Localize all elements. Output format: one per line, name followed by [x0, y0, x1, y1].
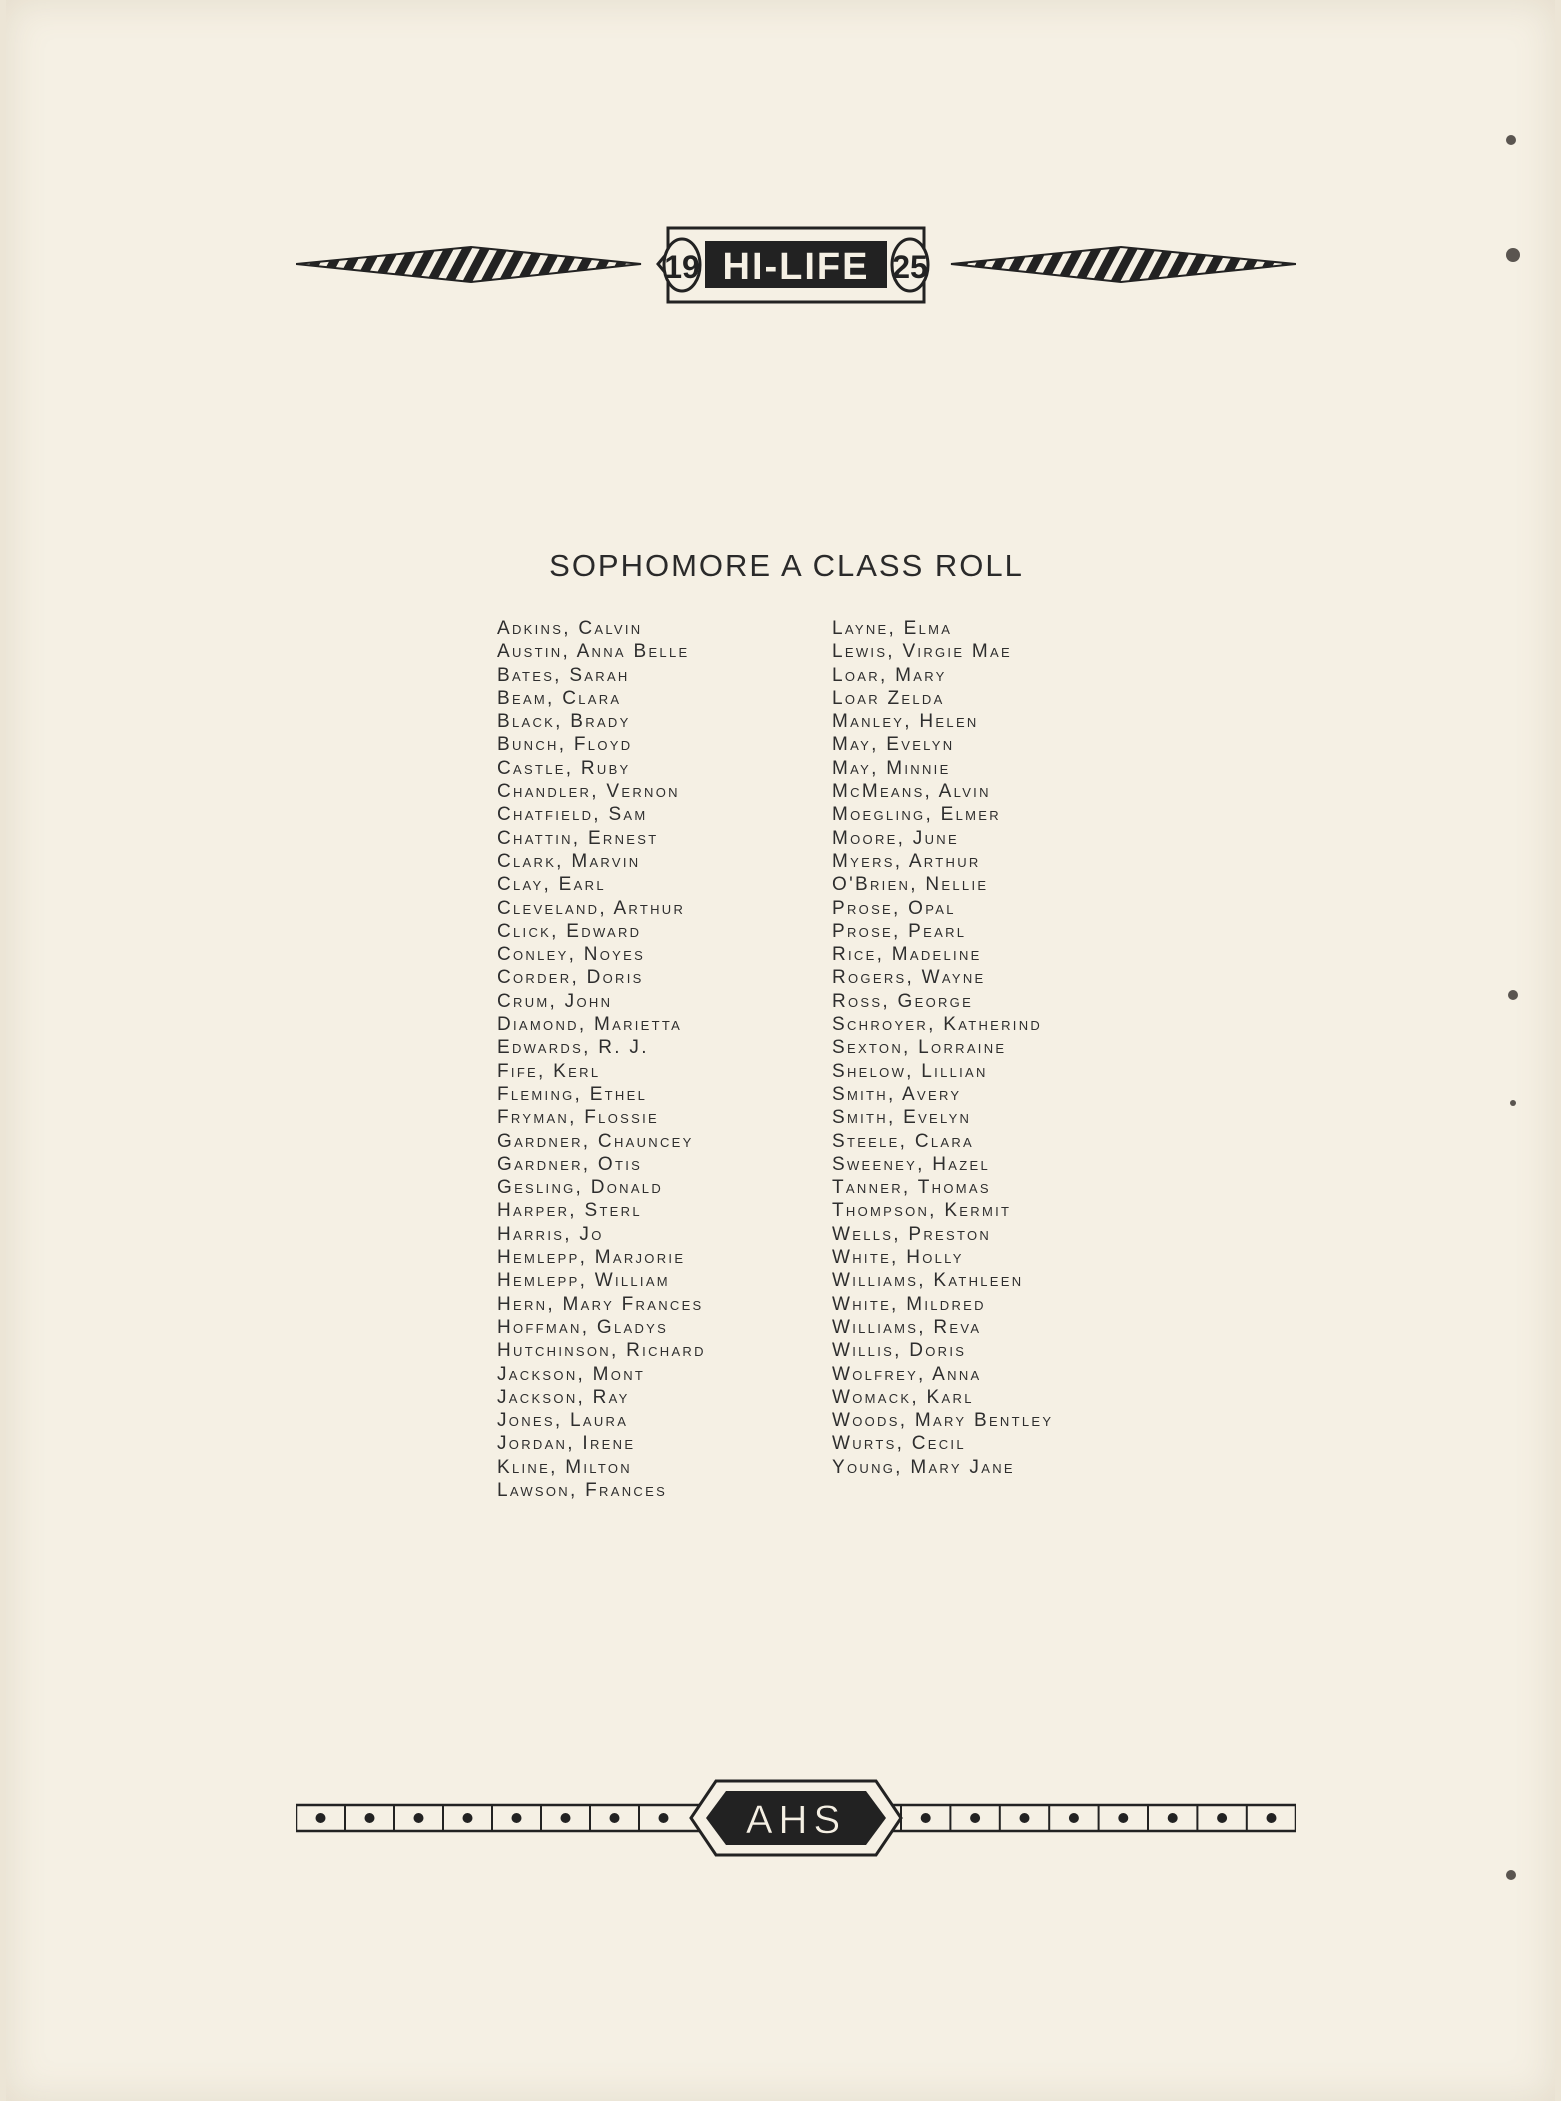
student-name: Gardner, Chauncey: [497, 1130, 694, 1152]
student-name: Shelow, Lillian: [832, 1060, 988, 1082]
svg-text:25: 25: [892, 249, 928, 285]
student-name: Wells, Preston: [832, 1223, 992, 1245]
student-name: Beam, Clara: [497, 687, 622, 709]
svg-text:HI-LIFE: HI-LIFE: [722, 246, 870, 288]
hi-life-header-ornament: [296, 222, 1296, 308]
student-name: Layne, Elma: [832, 618, 953, 639]
student-name: O'Brien, Nellie: [832, 874, 989, 896]
student-name: Hutchinson, Richard: [497, 1340, 706, 1362]
student-name: Womack, Karl: [832, 1386, 974, 1408]
class-roll-right-column: [832, 617, 1053, 1479]
student-name: Black, Brady: [497, 711, 631, 733]
svg-text:AHS: AHS: [745, 1798, 847, 1842]
binding-hole: [1506, 135, 1516, 145]
student-name: Smith, Evelyn: [832, 1107, 972, 1129]
student-name: Moore, June: [832, 827, 959, 849]
student-name: White, Mildred: [832, 1293, 986, 1315]
student-name: Hoffman, Gladys: [497, 1316, 669, 1338]
student-name: Loar, Mary: [832, 664, 947, 686]
student-name: Williams, Reva: [832, 1316, 982, 1338]
student-name: Edwards, R. J.: [497, 1037, 649, 1059]
student-name: Crum, John: [497, 990, 613, 1012]
student-name: Myers, Arthur: [832, 850, 981, 872]
student-name: Willis, Doris: [832, 1340, 967, 1362]
student-name: Rice, Madeline: [832, 944, 982, 966]
student-name: Hemlepp, Marjorie: [497, 1247, 686, 1269]
student-name: Jackson, Ray: [497, 1386, 630, 1408]
student-name: Chatfield, Sam: [497, 804, 648, 826]
ahs-footer-ornament: [296, 1775, 1296, 1859]
student-name: Conley, Noyes: [497, 944, 646, 966]
student-name: Harris, Jo: [497, 1223, 604, 1245]
student-name: Chandler, Vernon: [497, 781, 680, 803]
student-name: Hemlepp, William: [497, 1270, 670, 1292]
student-name: Fryman, Flossie: [497, 1107, 659, 1129]
student-name: Clark, Marvin: [497, 850, 641, 872]
student-name: Bates, Sarah: [497, 664, 630, 686]
student-name: Gesling, Donald: [497, 1177, 664, 1199]
student-name: Schroyer, Katherind: [832, 1014, 1043, 1036]
student-name: Ross, George: [832, 990, 974, 1012]
student-name: Gardner, Otis: [497, 1153, 643, 1175]
binding-hole: [1506, 248, 1520, 262]
yearbook-page: [6, 0, 1555, 2101]
student-name: Smith, Avery: [832, 1083, 962, 1105]
student-name: Wolfrey, Anna: [832, 1363, 982, 1385]
student-name: Chattin, Ernest: [497, 827, 659, 849]
student-name: Adkins, Calvin: [497, 618, 643, 639]
student-name: White, Holly: [832, 1247, 964, 1269]
student-name: Manley, Helen: [832, 711, 979, 733]
student-name: McMeans, Alvin: [832, 781, 991, 803]
student-name: Corder, Doris: [497, 967, 644, 989]
student-name: May, Minnie: [832, 757, 951, 779]
student-name: Lewis, Virgie Mae: [832, 641, 1012, 663]
student-name: Castle, Ruby: [497, 757, 631, 779]
student-name: Clay, Earl: [497, 874, 606, 896]
student-name: Thompson, Kermit: [832, 1200, 1012, 1222]
page-title: SOPHOMORE A CLASS ROLL: [549, 548, 1024, 583]
student-name: Kline, Milton: [497, 1456, 632, 1478]
student-name: Jordan, Irene: [497, 1433, 636, 1455]
student-name: Fleming, Ethel: [497, 1083, 648, 1105]
student-name: Diamond, Marietta: [497, 1014, 683, 1036]
student-name: Prose, Opal: [832, 897, 956, 919]
student-name: Williams, Kathleen: [832, 1270, 1024, 1292]
student-name: Tanner, Thomas: [832, 1177, 991, 1199]
class-roll-left-column: [497, 617, 706, 1502]
svg-text:19: 19: [664, 249, 700, 285]
student-name: May, Evelyn: [832, 734, 955, 756]
binding-hole: [1508, 990, 1518, 1000]
student-name: Rogers, Wayne: [832, 967, 986, 989]
student-name: Young, Mary Jane: [832, 1456, 1015, 1478]
student-name: Moegling, Elmer: [832, 804, 1001, 826]
student-name: Jones, Laura: [497, 1410, 629, 1432]
binding-hole: [1506, 1870, 1516, 1880]
student-name: Fife, Kerl: [497, 1060, 601, 1082]
student-name: Bunch, Floyd: [497, 734, 633, 756]
student-name: Woods, Mary Bentley: [832, 1410, 1054, 1432]
student-name: Lawson, Frances: [497, 1479, 668, 1501]
student-name: Hern, Mary Frances: [497, 1293, 704, 1315]
student-name: Austin, Anna Belle: [497, 641, 690, 663]
student-name: Steele, Clara: [832, 1130, 974, 1152]
student-name: Sexton, Lorraine: [832, 1037, 1007, 1059]
student-name: Sweeney, Hazel: [832, 1153, 991, 1175]
student-name: Loar Zelda: [832, 687, 945, 709]
student-name: Harper, Sterl: [497, 1200, 642, 1222]
student-name: Wurts, Cecil: [832, 1433, 966, 1455]
binding-hole: [1510, 1100, 1516, 1106]
student-name: Cleveland, Arthur: [497, 897, 686, 919]
student-name: Prose, Pearl: [832, 920, 967, 942]
student-name: Jackson, Mont: [497, 1363, 646, 1385]
student-name: Click, Edward: [497, 920, 642, 942]
